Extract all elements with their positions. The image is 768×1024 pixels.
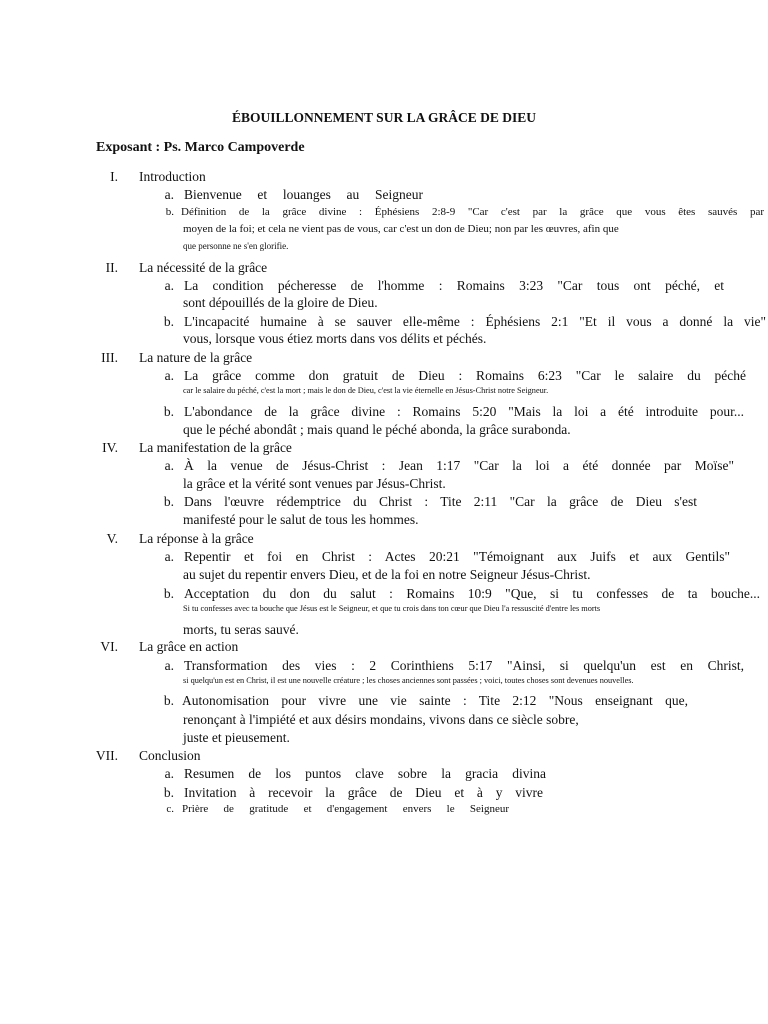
item-text: car le salaire du péché, c'est la mort ; mais le don de Dieu, c'est la vie éternelle en Jésus-Christ notre Seigneur. [183,386,549,395]
item-marker: a. [164,458,174,473]
item-text: que personne ne s'en glorifie. [183,241,289,251]
section-numeral: I. [110,169,118,184]
item-text: Définition de la grâce divine : Éphésiens 2:8-9 "Car c'est par la grâce que vous êtes sauvés par [181,206,764,218]
item-text: vous, lorsque vous étiez morts dans vos délits et péchés. [183,331,487,346]
item-marker: a. [164,187,174,202]
item-marker: c. [166,803,174,815]
item-text: Si tu confesses avec ta bouche que Jésus est le Seigneur, et que tu crois dans ton cœur que Dieu l'a ressuscité d'entre les morts [183,604,601,613]
item-text: moyen de la foi; et cela ne vient pas de vous, car c'est un don de Dieu; non par les œuvres, afin que [183,223,619,235]
item-text: La condition pécheresse de l'homme : Romains 3:23 "Car tous ont péché, et [184,278,724,293]
item-text: que le péché abondât ; mais quand le péché abonda, la grâce surabonda. [183,422,571,437]
section-heading: Conclusion [139,748,201,763]
item-marker: a. [164,658,174,673]
item-marker: b. [163,586,174,601]
item-marker: a. [164,549,174,564]
item-text: Dans l'œuvre rédemptrice du Christ : Tite 2:11 "Car la grâce de Dieu s'est [184,494,697,509]
item-text: L'abondance de la grâce divine : Romains 5:20 "Mais la loi a été introduite pour... [184,404,744,419]
item-text: Bienvenue et louanges au Seigneur [184,187,423,202]
section-numeral: IV. [102,440,118,455]
item-text: si quelqu'un est en Christ, il est une nouvelle créature ; les choses anciennes sont passées ; voici, toutes choses sont devenues nouvelles. [183,676,634,685]
item-text: À la venue de Jésus-Christ : Jean 1:17 "Car la loi a été donnée par Moïse" [184,458,734,473]
item-text: Acceptation du don du salut : Romains 10:9 "Que, si tu confesses de ta bouche... [184,586,760,601]
section-numeral: VII. [95,748,118,763]
item-text: juste et pieusement. [183,730,290,745]
section-heading: La réponse à la grâce [139,531,254,546]
section-numeral: III. [101,350,118,365]
section-heading: La nécessité de la grâce [139,260,268,275]
item-marker: b. [163,404,174,419]
item-text: sont dépouillés de la gloire de Dieu. [183,295,378,310]
document-title: ÉBOUILLONNEMENT SUR LA GRÂCE DE DIEU [232,110,536,125]
item-text: Autonomisation pour vivre une vie sainte : Tite 2:12 "Nous enseignant que, [182,693,688,708]
item-text: Invitation à recevoir la grâce de Dieu et à y vivre [184,785,543,800]
item-marker: a. [164,368,174,383]
item-text: morts, tu seras sauvé. [183,622,299,637]
item-text: Prière de gratitude et d'engagement envers le Seigneur [182,803,509,815]
item-text: L'incapacité humaine à se sauver elle-même : Éphésiens 2:1 "Et il vous a donné la vie" [184,314,766,329]
item-text: la grâce et la vérité sont venues par Jésus-Christ. [183,476,446,491]
section-heading: Introduction [139,169,206,184]
item-marker: a. [164,766,174,781]
item-text: au sujet du repentir envers Dieu, et de la foi en notre Seigneur Jésus-Christ. [183,567,591,582]
section-heading: La manifestation de la grâce [139,440,292,455]
item-marker: a. [164,278,174,293]
section-numeral: VI. [100,639,118,654]
item-text: La grâce comme don gratuit de Dieu : Romains 6:23 "Car le salaire du péché [184,368,746,383]
item-text: manifesté pour le salut de tous les hommes. [183,512,419,527]
section-heading: La grâce en action [139,639,239,654]
item-text: renonçant à l'impiété et aux désirs mondains, vivons dans ce siècle sobre, [183,712,579,727]
section-heading: La nature de la grâce [139,350,253,365]
item-text: Resumen de los puntos clave sobre la gracia divina [184,766,546,781]
section-numeral: V. [106,531,118,546]
item-marker: b. [163,494,174,509]
item-marker: b. [163,693,174,708]
item-text: Transformation des vies : 2 Corinthiens 5:17 "Ainsi, si quelqu'un est en Christ, [184,658,744,673]
item-marker: b. [165,206,174,218]
item-text: Repentir et foi en Christ : Actes 20:21 "Témoignant aux Juifs et aux Gentils" [184,549,730,564]
item-marker: b. [163,314,174,329]
section-numeral: II. [105,260,118,275]
item-marker: b. [163,785,174,800]
exposant-line: Exposant : Ps. Marco Campoverde [96,140,305,155]
